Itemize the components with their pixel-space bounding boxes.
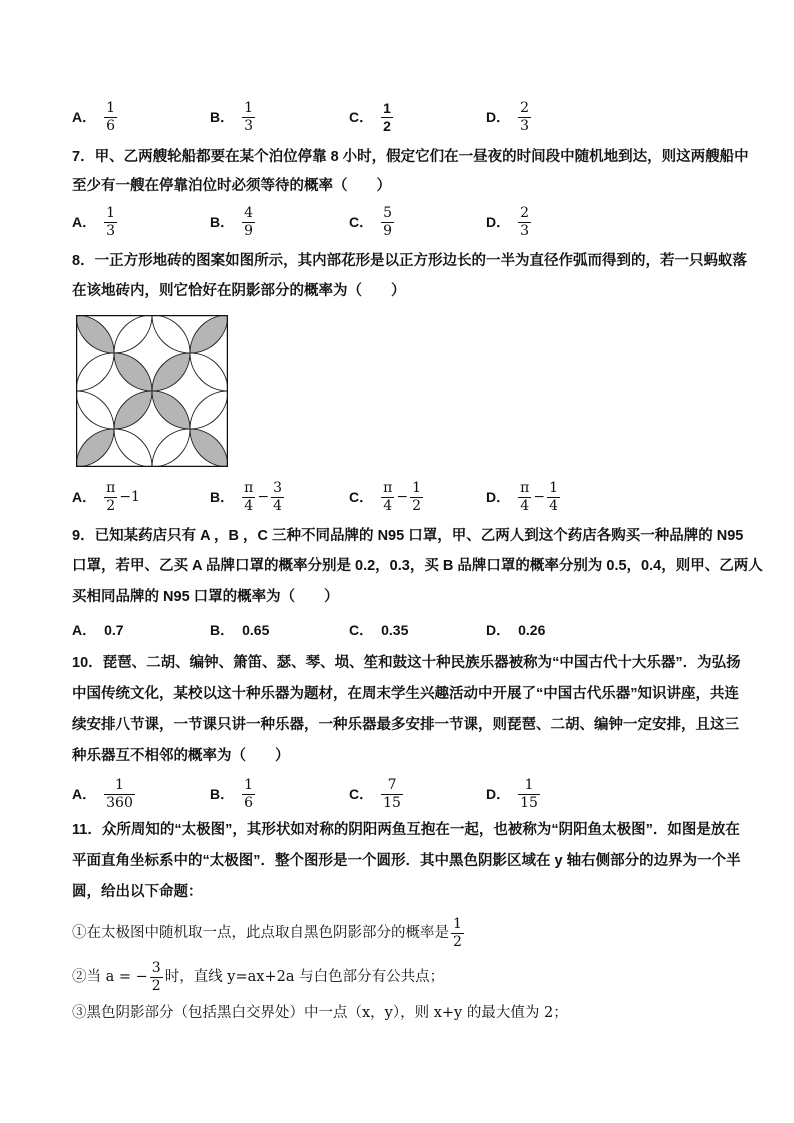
q8-stem-line1: 8．一正方形地砖的图案如图所示，其内部花形是以正方形边长的一半为直径作弧而得到的，若一只蚂蚁落 xyxy=(72,253,748,269)
numerator: 4 xyxy=(244,204,254,221)
q11-stem-line2: 平面直角坐标系中的“太极图”．整个图形是一个圆形．其中黑色阴影区域在 y 轴右侧部分的边界为一个半 xyxy=(72,853,741,869)
numerator: 1 xyxy=(115,776,124,793)
q6-options xyxy=(72,97,732,137)
numerator: π xyxy=(383,479,393,496)
arc-circle xyxy=(152,353,228,429)
numerator: 1 xyxy=(106,99,116,116)
numerator: 1 xyxy=(106,204,116,221)
q10-option-d[interactable] xyxy=(486,774,540,814)
option-label: B． xyxy=(210,786,235,802)
numerator: π xyxy=(244,479,254,496)
numerator: π xyxy=(520,479,530,496)
arc-circle xyxy=(114,315,190,391)
q8-options xyxy=(72,477,732,517)
shaded-petal xyxy=(76,315,114,353)
q9-stem-line1: 9．已知某药店只有 A ，B ，C 三种不同品牌的 N95 口罩，甲、乙两人到这个药店各购买一种品牌的 N95 xyxy=(72,528,744,544)
arc-circle xyxy=(76,353,152,429)
q7-option-b[interactable] xyxy=(210,202,255,242)
q11-stem-line3: 圆，给出以下命题： xyxy=(72,884,203,900)
denominator: 2 xyxy=(383,117,391,134)
denominator: 2 xyxy=(453,933,462,950)
q7-stem-line1: 7．甲、乙两艘轮船都要在某个泊位停靠 8 小时，假定它们在一昼夜的时间段中随机地到达，则这两艘船中 xyxy=(72,149,749,165)
option-value: 0.35 xyxy=(381,622,409,638)
option-value: 0.65 xyxy=(242,622,270,638)
q9-option-c[interactable] xyxy=(349,610,408,650)
q8-option-d[interactable] xyxy=(486,477,560,517)
q7-options xyxy=(72,202,732,242)
denominator: 6 xyxy=(106,117,116,134)
denominator: 9 xyxy=(383,222,393,239)
q11-statement-1 xyxy=(72,913,466,953)
numerator: 1 xyxy=(244,99,254,116)
option-label: A． xyxy=(72,489,97,505)
shaded-petal xyxy=(76,429,114,467)
q6-option-b[interactable] xyxy=(210,97,255,137)
q8-option-c[interactable] xyxy=(349,477,423,517)
option-label: A． xyxy=(72,214,97,230)
statement-text: 时，直线 y=ax+2a 与白色部分有公共点； xyxy=(164,969,445,985)
option-label: B． xyxy=(210,622,235,638)
option-label: B． xyxy=(210,109,235,125)
q7-option-a[interactable] xyxy=(72,202,117,242)
denominator: 2 xyxy=(151,977,161,994)
q9-option-d[interactable] xyxy=(486,610,545,650)
minus-sign: − xyxy=(396,489,409,505)
shaded-petal xyxy=(114,391,152,429)
q9-option-a[interactable] xyxy=(72,610,124,650)
tile-figure xyxy=(76,315,228,467)
numerator: 1 xyxy=(412,479,421,496)
option-label: C． xyxy=(349,109,374,125)
option-label: D． xyxy=(486,622,511,638)
option-label: C． xyxy=(349,489,374,505)
arc-circle xyxy=(114,391,190,467)
denominator: 3 xyxy=(520,222,530,239)
denominator: 4 xyxy=(244,497,254,514)
option-label: A． xyxy=(72,622,97,638)
q9-options xyxy=(72,610,732,650)
q6-option-c[interactable] xyxy=(349,97,393,137)
numerator: 3 xyxy=(151,959,161,976)
denominator: 4 xyxy=(520,497,530,514)
shaded-petal xyxy=(190,315,228,353)
option-label: C． xyxy=(349,214,374,230)
q7-option-c[interactable] xyxy=(349,202,394,242)
denominator: 360 xyxy=(106,794,133,811)
q7-stem-line2: 至少有一艘在停靠泊位时必须等待的概率（ ） xyxy=(72,178,391,194)
option-label: A． xyxy=(72,786,97,802)
q10-stem-line4: 种乐器互不相邻的概率为（ ） xyxy=(72,748,290,764)
denominator: 9 xyxy=(244,222,254,239)
numerator: 1 xyxy=(524,776,534,793)
option-value: 0.7 xyxy=(104,622,124,638)
option-label: B． xyxy=(210,214,235,230)
numerator: 1 xyxy=(453,915,462,932)
numerator: 1 xyxy=(383,99,391,116)
option-label: D． xyxy=(486,214,511,230)
q6-option-a[interactable] xyxy=(72,97,117,137)
option-label: D． xyxy=(486,109,511,125)
q7-option-d[interactable] xyxy=(486,202,531,242)
denominator: 15 xyxy=(520,794,538,811)
q10-stem-line1: 10．琵琶、二胡、编钟、箫笛、瑟、琴、埙、笙和鼓这十种民族乐器被称为“中国古代十大乐器”．为弘扬 xyxy=(72,655,741,671)
denominator: 3 xyxy=(106,222,116,239)
q11-statement-2 xyxy=(72,957,444,997)
denominator: 3 xyxy=(520,117,530,134)
q8-option-a[interactable] xyxy=(72,477,140,517)
shaded-petal xyxy=(114,353,152,391)
numerator: 2 xyxy=(520,204,530,221)
minus-sign: − xyxy=(257,489,270,505)
statement-text: ②当 a = − xyxy=(72,969,148,985)
q6-option-d[interactable] xyxy=(486,97,531,137)
q8-stem-line2: 在该地砖内，则它恰好在阴影部分的概率为（ ） xyxy=(72,283,406,299)
numerator: 3 xyxy=(273,479,282,496)
q11-stem-line1: 11．众所周知的“太极图”，其形状如对称的阴阳两鱼互抱在一起，也被称为“阴阳鱼太极图”．如图是放在 xyxy=(72,822,740,838)
q8-option-b[interactable] xyxy=(210,477,284,517)
denominator: 4 xyxy=(273,497,282,514)
q9-option-b[interactable] xyxy=(210,610,269,650)
option-label: C． xyxy=(349,786,374,802)
numerator: 5 xyxy=(383,204,393,221)
option-label: C． xyxy=(349,622,374,638)
denominator: 6 xyxy=(244,794,254,811)
denominator: 4 xyxy=(549,497,558,514)
denominator: 2 xyxy=(106,497,116,514)
numerator: 7 xyxy=(387,776,397,793)
q10-stem-line3: 续安排八节课，一节课只讲一种乐器，一种乐器最多安排一节课，则琵琶、二胡、编钟一定安排，且这三 xyxy=(72,717,739,733)
option-label: D． xyxy=(486,489,511,505)
denominator: 4 xyxy=(383,497,393,514)
q9-stem-line3: 买相同品牌的 N95 口罩的概率为（ ） xyxy=(72,589,339,605)
option-label: B． xyxy=(210,489,235,505)
denominator: 2 xyxy=(412,497,421,514)
q9-stem-line2: 口罩，若甲、乙买 A 品牌口罩的概率分别是 0.2，0.3，买 B 品牌口罩的概率分别为 0.5，0.4，则甲、乙两人 xyxy=(72,558,763,574)
option-value: 0.26 xyxy=(518,622,546,638)
denominator: 15 xyxy=(383,794,401,811)
numerator: π xyxy=(106,479,116,496)
q10-stem-line2: 中国传统文化，某校以这十种乐器为题材，在周末学生兴趣活动中开展了“中国古代乐器”知识讲座，共连 xyxy=(72,686,739,702)
numerator: 1 xyxy=(549,479,558,496)
numerator: 2 xyxy=(520,99,530,116)
q10-option-b[interactable] xyxy=(210,774,255,814)
shaded-petal xyxy=(152,353,190,391)
q10-option-a[interactable] xyxy=(72,774,135,814)
q10-option-c[interactable] xyxy=(349,774,403,814)
denominator: 3 xyxy=(244,117,254,134)
shaded-petal xyxy=(190,429,228,467)
option-label: D． xyxy=(486,786,511,802)
q11-statement-3: ③黑色阴影部分（包括黑白交界处）中一点（x，y），则 x+y 的最大值为 2； xyxy=(72,1005,568,1021)
q10-options xyxy=(72,774,732,814)
shaded-petal xyxy=(152,391,190,429)
option-label: A． xyxy=(72,109,97,125)
statement-text: ①在太极图中随机取一点，此点取自黑色阴影部分的概率是 xyxy=(72,925,449,941)
minus-sign: − xyxy=(533,489,546,505)
option-tail: −1 xyxy=(119,489,140,505)
numerator: 1 xyxy=(244,776,254,793)
